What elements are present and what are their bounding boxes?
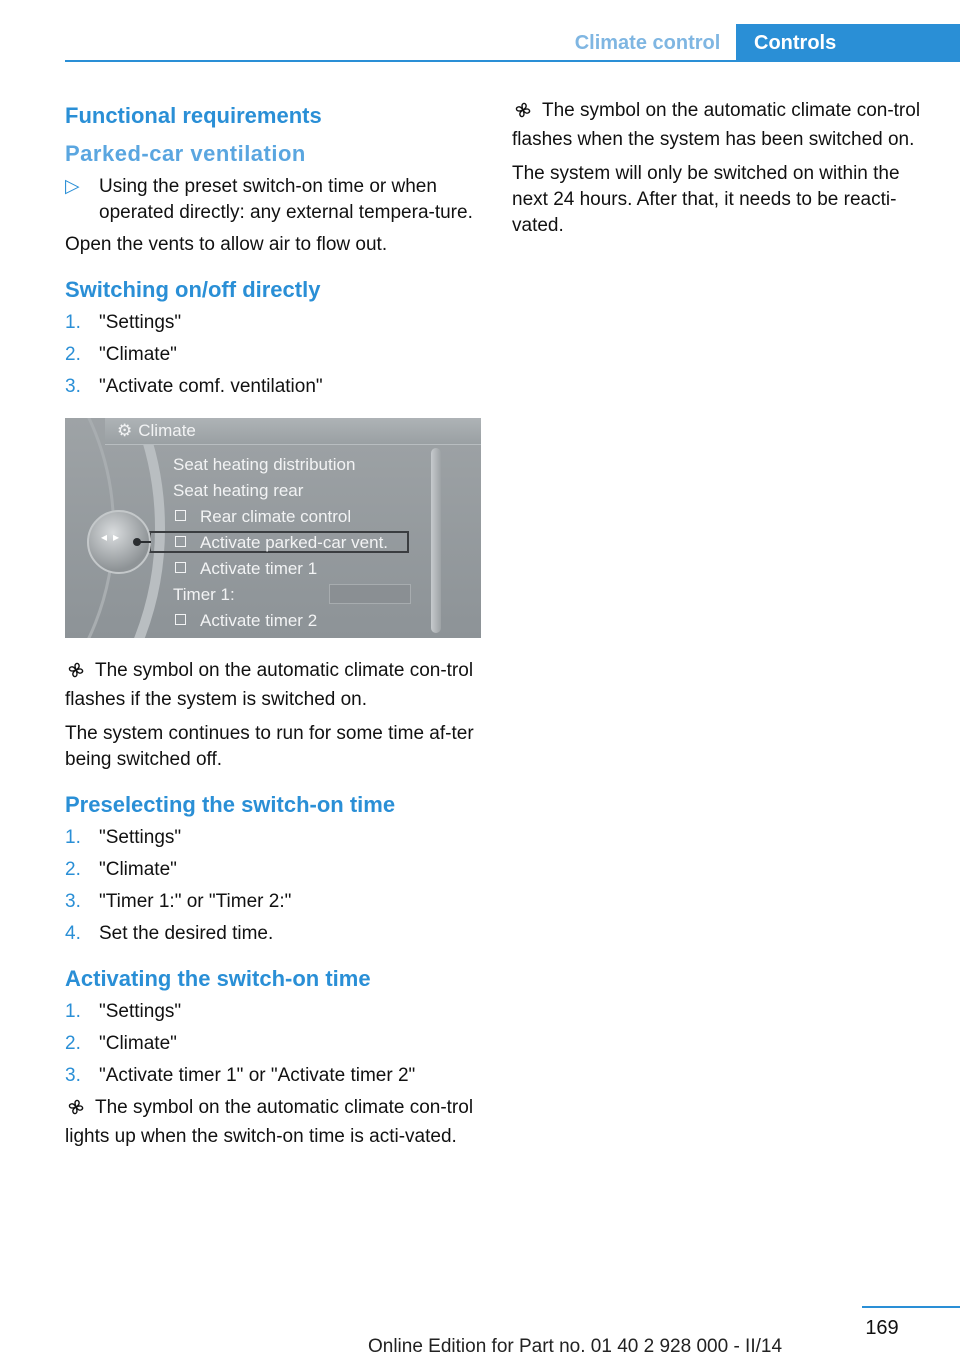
header-section-tab: Climate control <box>574 32 721 54</box>
timer-value-box <box>329 584 411 604</box>
continues-note: The system continues to run for some time af-ter being switched off. <box>65 723 474 770</box>
step-number: 1. <box>65 1001 81 1022</box>
screen-title: ⚙ Climate <box>117 421 196 440</box>
list-item <box>65 857 483 883</box>
step-number: 2. <box>65 1033 81 1054</box>
fan-icon <box>67 1098 85 1124</box>
step-text: "Settings" <box>99 312 182 333</box>
controller-arrows-icon: ◂▸ <box>101 530 126 544</box>
step-text: "Climate" <box>99 344 177 365</box>
list-item <box>65 374 483 400</box>
pointer-dot <box>133 538 141 546</box>
page-number: 169 <box>865 1317 899 1339</box>
checkbox-icon <box>175 614 186 625</box>
checkbox-icon <box>175 510 186 521</box>
step-text: "Settings" <box>99 827 182 848</box>
menu-item: Rear climate control <box>175 507 351 527</box>
gear-icon: ⚙ <box>117 421 133 440</box>
activating-heading: Activating the switch-on time <box>65 966 371 991</box>
fan-icon <box>67 661 85 687</box>
list-item <box>65 1063 483 1089</box>
right-flash-note: The symbol on the automatic climate con-trol flashes when the system has been switched on. <box>512 100 921 150</box>
reactivate-note: The system will only be switched on within the next 24 hours. After that, it needs to be reacti-vated. <box>512 163 900 236</box>
right-column <box>512 98 930 247</box>
step-number: 2. <box>65 859 81 880</box>
climate-menu-screenshot <box>65 418 481 638</box>
flash-note: The symbol on the automatic climate con-trol flashes if the system is switched on. <box>65 660 474 710</box>
step-number: 4. <box>65 923 81 944</box>
list-item <box>65 999 483 1025</box>
footer-rule <box>862 1306 960 1308</box>
checkbox-icon <box>175 562 186 573</box>
list-item <box>65 310 483 336</box>
checkbox-icon <box>175 536 186 547</box>
step-text: Set the desired time. <box>99 923 274 944</box>
step-number: 3. <box>65 376 81 397</box>
functional-requirements-heading: Functional requirements <box>65 103 322 128</box>
bullet-text: Using the preset switch-on time or when operated directly: any external tempera-ture. <box>99 176 473 223</box>
menu-item: Seat heating rear <box>173 481 304 500</box>
edition-line: Online Edition for Part no. 01 40 2 928 000 - II/14 <box>367 1336 783 1357</box>
header-rule <box>65 60 960 62</box>
step-text: "Settings" <box>99 1001 182 1022</box>
step-text: "Climate" <box>99 1033 177 1054</box>
list-item <box>65 825 483 851</box>
vents-note: Open the vents to allow air to flow out. <box>65 234 388 255</box>
menu-item-selected: Activate parked-car vent. <box>175 533 388 553</box>
step-number: 2. <box>65 344 81 365</box>
scrollbar <box>431 448 441 633</box>
header-chapter-tab: Controls <box>736 24 960 62</box>
list-item <box>65 921 483 947</box>
step-number: 1. <box>65 827 81 848</box>
menu-item: Activate timer 1 <box>175 559 317 579</box>
lights-note: The symbol on the automatic climate con-trol lights up when the switch-on time is acti-vated. <box>65 1097 474 1147</box>
list-item <box>65 174 483 226</box>
preselecting-heading: Preselecting the switch-on time <box>65 792 396 817</box>
parked-car-ventilation-heading: Parked-car ventilation <box>65 141 306 166</box>
step-text: "Activate timer 1" or "Activate timer 2" <box>99 1065 416 1086</box>
step-number: 3. <box>65 1065 81 1086</box>
left-column <box>65 98 483 1158</box>
switching-heading: Switching on/off directly <box>65 277 321 302</box>
step-number: 1. <box>65 312 81 333</box>
menu-item: Timer 1: <box>173 585 235 604</box>
triangle-right-icon: ▷ <box>65 176 80 197</box>
step-text: "Climate" <box>99 859 177 880</box>
step-text: "Timer 1:" or "Timer 2:" <box>99 891 292 912</box>
list-item <box>65 889 483 915</box>
fan-icon <box>514 101 532 127</box>
menu-item: Activate timer 2 <box>175 611 317 631</box>
step-text: "Activate comf. ventilation" <box>99 376 323 397</box>
list-item <box>65 1031 483 1057</box>
list-item <box>65 342 483 368</box>
menu-item: Seat heating distribution <box>173 455 356 474</box>
step-number: 3. <box>65 891 81 912</box>
